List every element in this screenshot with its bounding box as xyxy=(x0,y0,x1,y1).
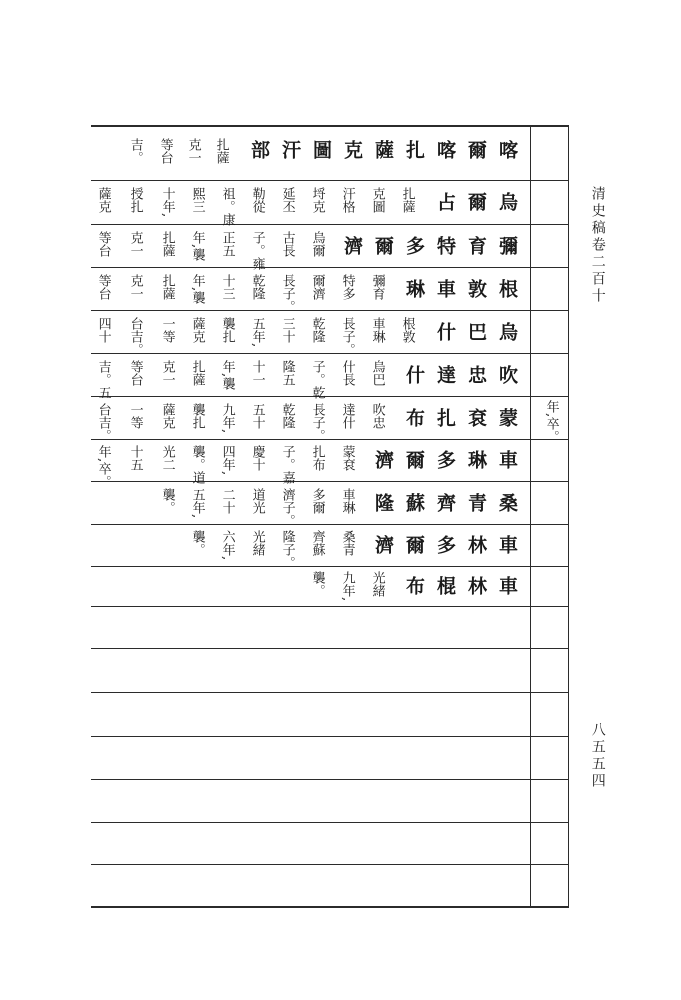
row-divider xyxy=(91,566,569,567)
name-char: 達 xyxy=(433,365,456,384)
row-divider xyxy=(91,779,569,780)
name-char: 琳 xyxy=(402,279,425,298)
name-char: 巴 xyxy=(464,322,487,341)
name-char: 烏 xyxy=(495,192,518,211)
note-col: 十五 xyxy=(127,445,143,471)
note-col: 台吉。 xyxy=(95,403,111,442)
note-col: 光二 xyxy=(159,445,175,471)
note-col: 祖。康 xyxy=(219,187,235,226)
note-col: 子。嘉 xyxy=(279,445,295,484)
name-char: 敦 xyxy=(464,279,487,298)
note-col: 台吉。 xyxy=(127,317,143,356)
name-char: 根 xyxy=(495,279,518,298)
note-col: 車琳 xyxy=(369,317,385,343)
note-col: 襲。 xyxy=(159,488,175,514)
running-header: 清史稿卷二百十 xyxy=(589,186,606,305)
name-char: 喀 xyxy=(495,140,518,159)
table-top-rule xyxy=(91,125,569,127)
row-divider xyxy=(91,439,569,440)
name-char: 爾 xyxy=(402,450,425,469)
note-col: 桑青 xyxy=(339,530,355,556)
row-divider xyxy=(91,648,569,649)
note-col: 三十 xyxy=(279,317,295,343)
note-col: 隆五 xyxy=(279,360,295,386)
note-col: 吉。 xyxy=(127,138,143,164)
note-col: 彌育 xyxy=(369,274,385,300)
name-char: 扎 xyxy=(402,140,425,159)
note-col: 長子。 xyxy=(309,403,325,442)
name-char: 袞 xyxy=(464,408,487,427)
row-divider xyxy=(91,310,569,311)
note-col: 爾濟 xyxy=(309,274,325,300)
row-divider xyxy=(91,224,569,225)
name-char: 多 xyxy=(402,236,425,255)
note-col: 烏爾 xyxy=(309,231,325,257)
note-col: 克一 xyxy=(127,274,143,300)
note-col: 扎薩 xyxy=(399,187,415,213)
name-char: 扎 xyxy=(433,408,456,427)
note-col: 隆子。 xyxy=(279,530,295,569)
row-divider xyxy=(91,736,569,737)
name-char: 琳 xyxy=(464,450,487,469)
row-divider xyxy=(91,606,569,607)
note-col: 五年, xyxy=(249,317,265,348)
name-char: 隆 xyxy=(371,493,394,512)
note-col: 十一 xyxy=(249,360,265,386)
note-col: 年,襲 xyxy=(189,231,205,262)
note-col: 什長 xyxy=(339,360,355,386)
name-char: 濟 xyxy=(340,236,363,255)
name-char: 爾 xyxy=(464,140,487,159)
note-col: 四十 xyxy=(95,317,111,343)
name-char: 占 xyxy=(433,192,456,211)
note-col: 乾隆 xyxy=(279,403,295,429)
note-col: 年,襲 xyxy=(189,274,205,305)
note-col: 乾隆 xyxy=(249,274,265,300)
note-col: 延丕 xyxy=(279,187,295,213)
note-col: 吹忠 xyxy=(369,403,385,429)
name-char: 什 xyxy=(402,365,425,384)
note-col: 多爾 xyxy=(309,488,325,514)
note-col: 濟子。 xyxy=(279,488,295,527)
note-col: 光緒 xyxy=(369,571,385,597)
name-char: 車 xyxy=(433,279,456,298)
note-col: 五年, xyxy=(189,488,205,519)
note-col: 等台 xyxy=(127,360,143,386)
name-char: 汗 xyxy=(278,140,301,159)
note-col: 道光 xyxy=(249,488,265,514)
note-col: 根敦 xyxy=(399,317,415,343)
note-col: 一等 xyxy=(127,403,143,429)
row-divider xyxy=(91,267,569,268)
note-col: 克一 xyxy=(159,360,175,386)
right-strip-outer-rule xyxy=(568,125,569,906)
note-col: 特多 xyxy=(339,274,355,300)
note-col: 等台 xyxy=(95,231,111,257)
note-col: 子。乾 xyxy=(309,360,325,399)
row-divider xyxy=(91,396,569,397)
row-divider xyxy=(91,692,569,693)
note-col: 六年, xyxy=(219,530,235,561)
note-col: 年,襲 xyxy=(219,360,235,391)
note-col: 光緒 xyxy=(249,530,265,556)
note-col: 十年, xyxy=(159,187,175,218)
name-char: 布 xyxy=(402,576,425,595)
name-char: 布 xyxy=(402,408,425,427)
name-char: 喀 xyxy=(433,140,456,159)
note-col: 埒克 xyxy=(309,187,325,213)
name-char: 爾 xyxy=(402,535,425,554)
name-char: 爾 xyxy=(464,192,487,211)
row-divider xyxy=(91,864,569,865)
name-char: 濟 xyxy=(371,535,394,554)
note-col: 九年, xyxy=(219,403,235,434)
note-col: 扎薩 xyxy=(159,274,175,300)
note-col: 年,卒。 xyxy=(95,445,111,489)
row-divider xyxy=(91,524,569,525)
note-col: 長子。 xyxy=(339,317,355,356)
note-col: 襲。 xyxy=(309,571,325,597)
note-col: 勒從 xyxy=(249,187,265,213)
note-col: 克一 xyxy=(185,138,201,164)
note-col: 四年, xyxy=(219,445,235,476)
name-char: 蘇 xyxy=(402,493,425,512)
note-col: 二十 xyxy=(219,488,235,514)
name-char: 忠 xyxy=(464,365,487,384)
name-char: 車 xyxy=(495,450,518,469)
name-char: 蒙 xyxy=(495,408,518,427)
name-char: 車 xyxy=(495,535,518,554)
name-char: 烏 xyxy=(495,322,518,341)
side-strip-note: 年,卒。 xyxy=(543,400,559,444)
name-char: 什 xyxy=(433,322,456,341)
note-col: 汗格 xyxy=(339,187,355,213)
row-divider xyxy=(91,353,569,354)
note-col: 扎薩 xyxy=(159,231,175,257)
row-divider xyxy=(91,822,569,823)
note-col: 扎薩 xyxy=(213,138,229,164)
note-col: 十三 xyxy=(219,274,235,300)
note-col: 蒙袞 xyxy=(339,445,355,471)
name-char: 林 xyxy=(464,576,487,595)
note-col: 扎布 xyxy=(309,445,325,471)
row-divider xyxy=(91,180,569,181)
note-col: 子。雍 xyxy=(249,231,265,270)
name-char: 圖 xyxy=(309,140,332,159)
note-col: 九年, xyxy=(339,571,355,602)
name-char: 育 xyxy=(464,236,487,255)
note-col: 達什 xyxy=(339,403,355,429)
name-char: 濟 xyxy=(371,450,394,469)
note-col: 慶十 xyxy=(249,445,265,471)
name-char: 爾 xyxy=(371,236,394,255)
right-strip-inner-rule xyxy=(530,125,531,906)
name-char: 特 xyxy=(433,236,456,255)
note-col: 等台 xyxy=(157,138,173,164)
note-col: 授扎 xyxy=(127,187,143,213)
note-col: 克圖 xyxy=(369,187,385,213)
name-char: 多 xyxy=(433,535,456,554)
note-col: 等台 xyxy=(95,274,111,300)
note-col: 扎薩 xyxy=(189,360,205,386)
name-char: 車 xyxy=(495,576,518,595)
note-col: 克一 xyxy=(127,231,143,257)
name-char: 薩 xyxy=(371,140,394,159)
table-bottom-rule xyxy=(91,906,569,908)
name-char: 克 xyxy=(340,140,363,159)
name-char: 林 xyxy=(464,535,487,554)
note-col: 襲。道 xyxy=(189,445,205,484)
note-col: 熙三 xyxy=(189,187,205,213)
note-col: 車琳 xyxy=(339,488,355,514)
note-col: 烏巴 xyxy=(369,360,385,386)
note-col: 襲。 xyxy=(189,530,205,556)
note-col: 齊蘇 xyxy=(309,530,325,556)
note-col: 正五 xyxy=(219,231,235,257)
note-col: 薩克 xyxy=(159,403,175,429)
note-col: 吉。五 xyxy=(95,360,111,399)
note-col: 乾隆 xyxy=(309,317,325,343)
name-char: 部 xyxy=(247,140,270,159)
note-col: 襲扎 xyxy=(189,403,205,429)
note-col: 長子。 xyxy=(279,274,295,313)
page-number: 八五五四 xyxy=(589,722,606,790)
name-char: 齊 xyxy=(433,493,456,512)
row-divider xyxy=(91,481,569,482)
name-char: 多 xyxy=(433,450,456,469)
name-char: 棍 xyxy=(433,576,456,595)
note-col: 一等 xyxy=(159,317,175,343)
name-char: 桑 xyxy=(495,493,518,512)
note-col: 五十 xyxy=(249,403,265,429)
name-char: 吹 xyxy=(495,365,518,384)
note-col: 襲扎 xyxy=(219,317,235,343)
note-col: 薩克 xyxy=(189,317,205,343)
note-col: 古長 xyxy=(279,231,295,257)
note-col: 薩克 xyxy=(95,187,111,213)
name-char: 青 xyxy=(464,493,487,512)
name-char: 彌 xyxy=(495,236,518,255)
